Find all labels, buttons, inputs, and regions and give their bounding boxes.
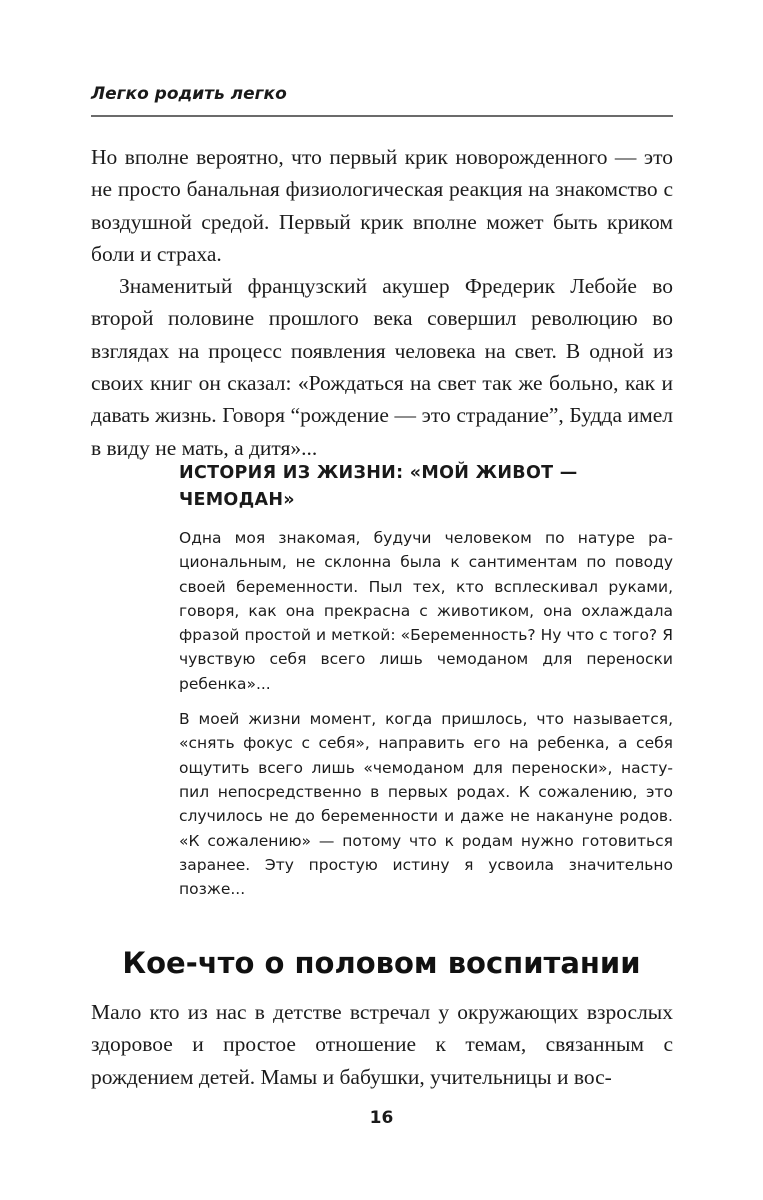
body-paragraph: Мало кто из нас в детстве встречал у окружающих взрослых здоровое и простое отношение к темам, связанным с рождением детей. Мамы и бабушки, учительницы и вос- [91, 1000, 673, 1089]
section-body-text [91, 996, 673, 1093]
section-heading: Кое-что о половом воспитании [122, 946, 641, 980]
story-paragraph: Одна моя знакомая, будучи человеком по натуре рациональным, не склонна была к сантиментам по поводу своей беременности. Пыл тех, кто всплескивал руками, говоря, как она прекрасна с животиком, она охлаждала фразой простой и меткой: «Беременность? Ну что с того? Я чувствую себя всего лишь чемоданом для переноски ребенка»... [179, 529, 673, 693]
body-paragraph: Знаменитый французский акушер Фредерик Лебойе во второй половине прошлого века совершил революцию во взглядах на процесс появления человека на свет. В одной из своих книг он сказал: «Рождаться на свет так же больно, как и давать жизнь. Говоря “рождение — это страдание”, Будда имел в виду не мать, а дитя»... [91, 274, 673, 460]
header-divider [91, 115, 673, 117]
running-head-title: Легко родить легко [91, 84, 287, 104]
sidebar-story [179, 460, 673, 912]
page-number: 16 [369, 1108, 394, 1128]
body-paragraph: Но вполне вероятно, что первый крик новорожденного — это не просто банальная физиологическая реакция на знакомство с воздушной средой. Первый крик вполне может быть криком боли и страха. [91, 145, 673, 266]
story-title: ИСТОРИЯ ИЗ ЖИЗНИ: «МОЙ ЖИВОТ — ЧЕМОДАН» [179, 463, 578, 510]
body-text [91, 141, 673, 464]
story-paragraph: В моей жизни момент, когда пришлось, что называется, «снять фокус с себя», направить его на ребенка, а себя ощутить всего лишь «чемоданом для переноски», наступил непосредственно в первых родах. К сожалению, это случилось не до беременности и даже не накануне родов. «К сожалению» — потому что к родам нужно готовиться заранее. Эту простую истину я усвоила значительно позже... [179, 710, 673, 899]
